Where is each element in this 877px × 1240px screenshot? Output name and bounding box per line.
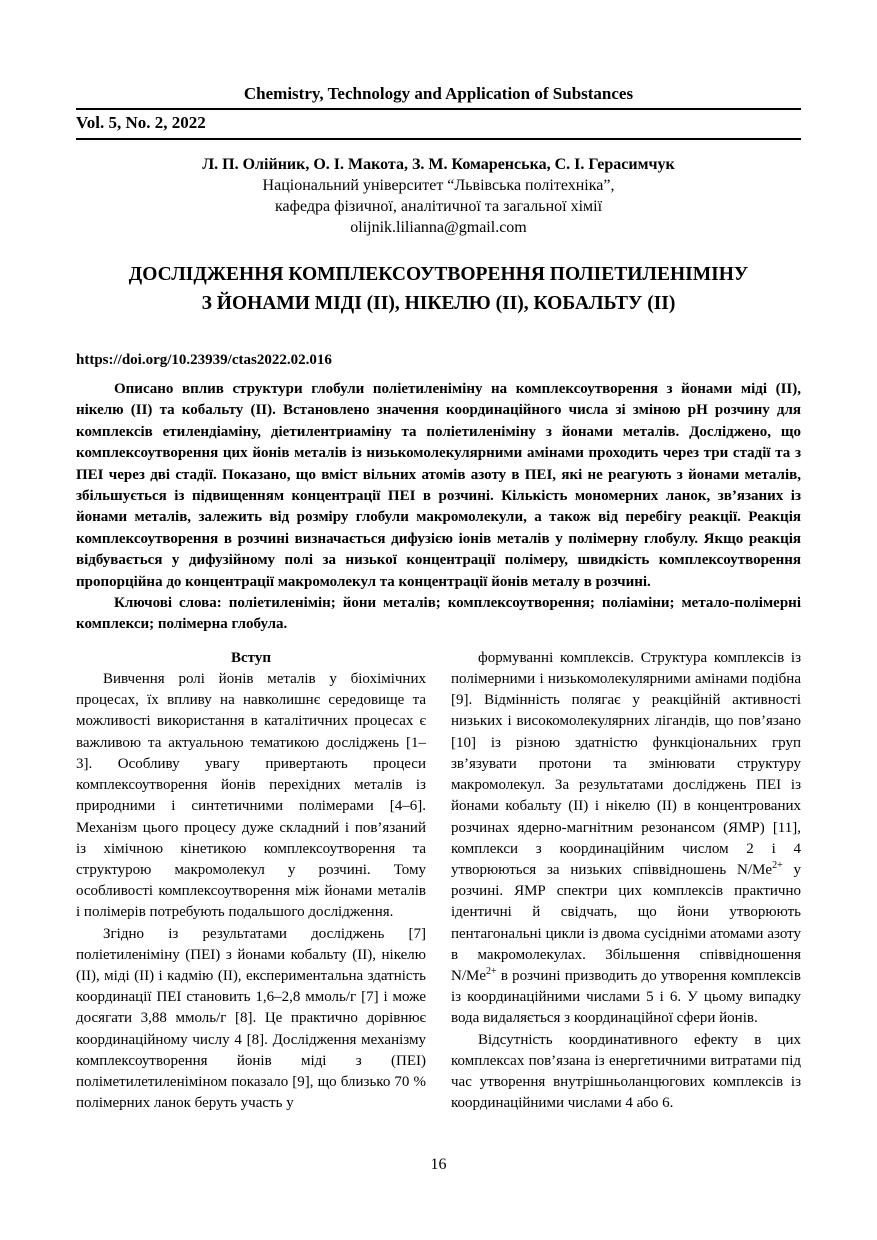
- right-paragraph-part-b: у розчині. ЯМР спектри цих комплексів практично ідентичні й свідчать, що йони утворюють пентагональні цикли із двома сусідніми атомами азоту в макромолекулах. Збільшення співвідношення N/Me: [451, 861, 802, 984]
- author-email[interactable]: olijnik.lilianna@gmail.com: [350, 219, 527, 236]
- left-column: [76, 648, 426, 1114]
- doi-link[interactable]: https://doi.org/10.23939/ctas2022.02.016: [76, 352, 332, 368]
- journal-header-title: Chemistry, Technology and Application of Substances: [243, 84, 634, 103]
- body-paragraph-right-2: Відсутність координативного ефекту в цих комплексах пов’язана із енергетичними витратами під час утворення внутрішньоланцюгових комплексів із координаційними числами 4 або 6.: [451, 1031, 801, 1112]
- article-title: [76, 260, 801, 318]
- superscript-charge-1: 2+: [772, 859, 783, 871]
- body-paragraph-left-1: Вивчення ролі йонів металів у біохімічних процесах, їх впливу на навколишнє середовище та можливості використання в каталітичних процесах є важливою та актуальною тематикою досліджень [1–3]. Особливу увагу привертають процеси комплексоутворення йонів перехідних металів із природними і синтетичними полімерами [4–6]. Механізм цього процесу дуже складний і пов’язаний із хімічною кінетикою комплексоутворення та структурою макромолекул у розчині. Тому особливості комплексоутворення між йонами металів і полімерів потребують подальшого дослідження.: [76, 671, 426, 921]
- two-column-body: [76, 648, 801, 1114]
- intro-section-heading: Вступ: [231, 649, 271, 666]
- body-paragraph-left-2: Згідно із результатами досліджень [7] поліетиленіміну (ПЕІ) з йонами кобальту (ІІ), нікелю (ІІ), міді (ІІ) і кадмію (ІІ), експериментальна здатність координації ПЕІ становить 1,6–2,8 ммоль/г [7] і може досягати 3,88 ммоль/г [8]. Це практично дорівнює координаційному числу 4 [8]. Дослідження механізму комплексоутворення йонів міді з (ПЕІ) поліметилетиленіміном показало [9], що близько 70 % полімерних ланок беруть участь у: [76, 925, 426, 1112]
- affiliation-university: Національний університет “Львівська політехніка”,: [262, 177, 615, 194]
- article-title-line2: З ЙОНАМИ МІДІ (ІІ), НІКЕЛЮ (ІІ), КОБАЛЬТУ (ІІ): [201, 293, 676, 314]
- right-paragraph-part-c: в розчині призводить до утворення комплексів із координаційними числами 5 і 6. У цьому випадку вода видаляється з координаційної сфери йонів.: [451, 967, 801, 1027]
- keywords-text: поліетиленімін; йони металів; комплексоутворення; поліаміни; метало-полімерні комплекси; полімерна глобула.: [76, 595, 801, 633]
- affiliation-department: кафедра фізичної, аналітичної та загальної хімії: [274, 198, 603, 215]
- body-paragraph-right-1: [451, 648, 801, 1030]
- page-number: 16: [430, 1156, 447, 1173]
- header-rule-bottom: [76, 138, 801, 140]
- right-column: [451, 648, 801, 1114]
- volume-issue-line: Vol. 5, No. 2, 2022: [76, 113, 206, 132]
- superscript-charge-2: 2+: [486, 965, 497, 977]
- authors-line: Л. П. Олійник, О. І. Макота, З. М. Комаренська, С. І. Герасимчук: [202, 156, 675, 173]
- right-paragraph-part-a: формуванні комплексів. Структура комплексів із полімерними і низькомолекулярними амінами подібна [9]. Відмінність полягає у реакційній активності низьких і високомолекулярних лігандів, що пов’язано [10] із різною здатністю функціональних груп зв’язувати протони та змінювати структуру макромолекул. За результатами досліджень ПЕІ із йонами кобальту (ІІ) і нікелю (ІІ) в концентрованих розчинах ядерно-магнітним резонансом (ЯМР) [11], комплекси з координаційним числом 2 і 4 утворюються за низьких співвідношень N/Me: [451, 649, 801, 878]
- keywords-label: Ключові слова:: [114, 595, 222, 612]
- abstract-paragraph: Описано вплив структури глобули поліетиленіміну на комплексоутворення з йонами міді (ІІ), нікелю (ІІ) та кобальту (ІІ). Встановлено значення координаційного числа зі зміною pH розчину для комплексів етилендіаміну, діетилентриаміну та поліетиленіміну з йонами металів. Досліджено, що комплексоутворення цих йонів металів із низькомолекулярними амінами проходить через три стадії та з ПЕІ через дві стадії. Показано, що вміст вільних атомів азоту в ПЕІ, які не реагують з йонами металів, збільшується із підвищенням концентрації ПЕІ в розчині. Кількість мономерних ланок, зв’язаних із йонами металів, залежить від розміру глобули макромолекули, а також від перебігу реакції. Реакція комплексоутворення в розчині визначається дифузією іонів металів у полімерну глобулу. Якщо реакція відбувається у дифузійному полі за низької концентрації полімеру, швидкість комплексоутворення пропорційна до концентрації макромолекул та концентрації йонів металу в розчині.: [76, 381, 801, 590]
- keywords-paragraph: [76, 593, 801, 636]
- article-title-line1: ДОСЛІДЖЕННЯ КОМПЛЕКСОУТВОРЕННЯ ПОЛІЕТИЛЕНІМІНУ: [128, 264, 749, 285]
